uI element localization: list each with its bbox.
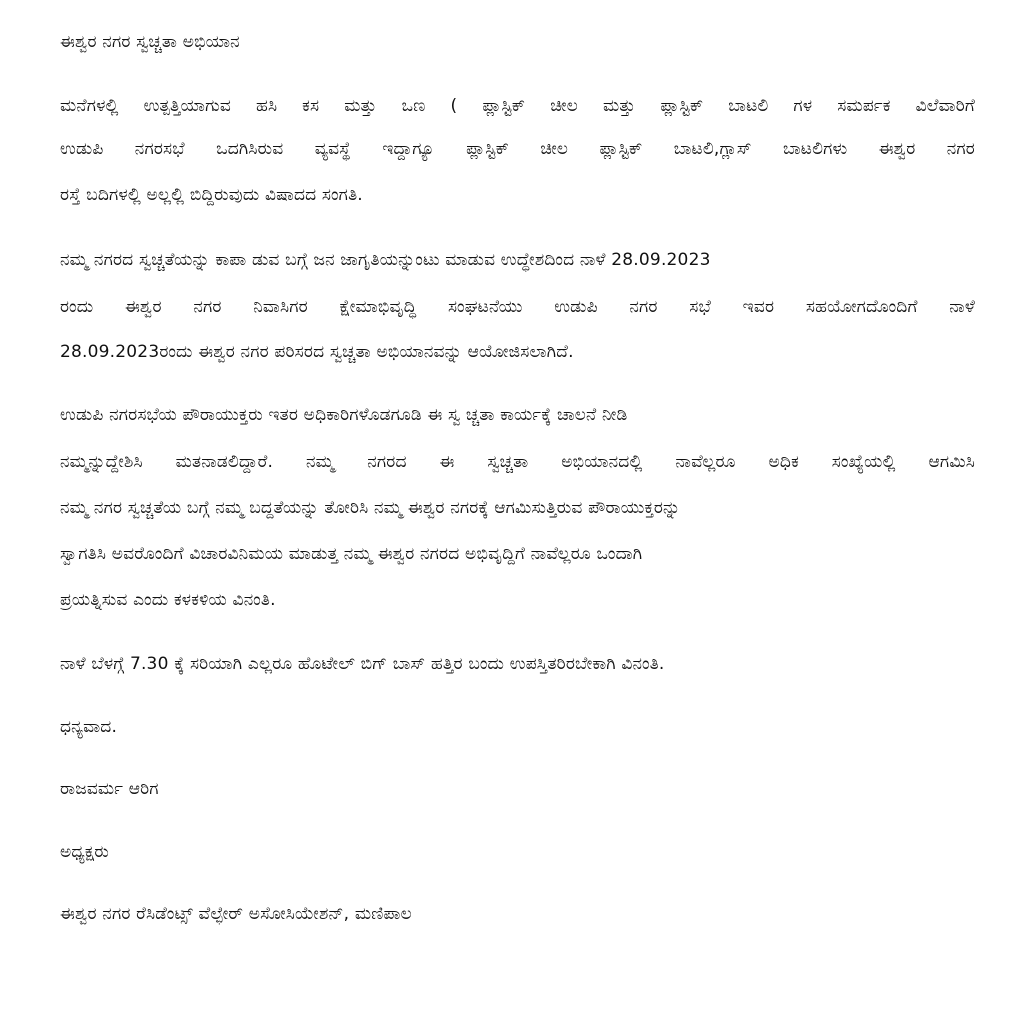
paragraph-4: ನಾಳೆ ಬೆಳಗ್ಗೆ 7.30 ಕ್ಕೆ ಸರಿಯಾಗಿ ಎಲ್ಲರೂ ಹೊಟೇಲ್ ಬಿಗ್ ಬಾಸ್ ಹತ್ತಿರ ಬಂದು ಉಪಸ್ತಿತರಿರಬೇಕಾಗಿ ವಿನಂತಿ. — [60, 654, 665, 674]
paragraph-1-line-1: ಮನೆಗಳಲ್ಲಿ ಉತ್ಪತ್ತಿಯಾಗುವ ಹಸಿ ಕಸ ಮತ್ತು ಒಣ ( ಪ್ಲಾಸ್ಟಿಕ್ ಚೀಲ ಮತ್ತು ಪ್ಲಾಸ್ಟಿಕ್ ಬಾಟಲಿ ಗಳ ಸಮರ್ಪಕ ವಿಲೆವಾರಿಗೆ — [60, 96, 975, 116]
organization-name: ಈಶ್ವರ ನಗರ ರೆಸಿಡೆಂಟ್ಸ್ ವೆಲ್ಫೇರ್ ಅಸೋಸಿಯೇಶನ್, ಮಣಿಪಾಲ — [60, 904, 412, 924]
thanks-text: ಧನ್ಯವಾದ. — [60, 717, 118, 737]
paragraph-2-line-1: ನಮ್ಮ ನಗರದ ಸ್ವಚ್ಚತೆಯನ್ನು ಕಾಪಾ ಡುವ ಬಗ್ಗೆ ಜನ ಜಾಗೃತಿಯನ್ನುಂಟು ಮಾಡುವ ಉದ್ಧೇಶದಿಂದ ನಾಳೆ 28.09.2023 — [60, 250, 711, 270]
paragraph-2-line-3: 28.09.2023ರಂದು ಈಶ್ವರ ನಗರ ಪರಿಸರದ ಸ್ವಚ್ಚತಾ ಅಭಿಯಾನವನ್ನು ಆಯೋಜಿಸಲಾಗಿದೆ. — [60, 342, 574, 362]
paragraph-3-line-4: ಸ್ವಾಗತಿಸಿ ಅವರೊಂದಿಗೆ ವಿಚಾರವಿನಿಮಯ ಮಾಡುತ್ತ ನಮ್ಮ ಈಶ್ವರ ನಗರದ ಅಭಿವೃದ್ದಿಗೆ ನಾವೆಲ್ಲರೂ ಒಂದಾಗಿ — [60, 544, 643, 564]
document-title: ಈಶ್ವರ ನಗರ ಸ್ವಚ್ಚತಾ ಅಭಿಯಾನ — [60, 32, 240, 52]
paragraph-3-line-1: ಉಡುಪಿ ನಗರಸಭೆಯ ಪೌರಾಯುಕ್ತರು ಇತರ ಅಧಿಕಾರಿಗಳೊಡಗೂಡಿ ಈ ಸ್ವ ಚ್ಚತಾ ಕಾರ್ಯಕ್ಕೆ ಚಾಲನೆ ನೀಡಿ — [60, 405, 628, 425]
signatory-title: ಅಧ್ಯಕ್ಷರು — [60, 842, 109, 862]
paragraph-3-line-2: ನಮ್ಮನ್ನುದ್ದೇಶಿಸಿ ಮತನಾಡಲಿದ್ದಾರೆ. ನಮ್ಮ ನಗರದ ಈ ಸ್ವಚ್ಚತಾ ಅಭಿಯಾನದಲ್ಲಿ ನಾವೆಲ್ಲರೂ ಅಧಿಕ ಸಂಖ್ಯೆಯಲ್ಲಿ ಆಗಮಿಸಿ — [60, 452, 975, 472]
paragraph-3-line-5: ಪ್ರಯತ್ನಿಸುವ ಎಂದು ಕಳಕಳಿಯ ವಿನಂತಿ. — [60, 590, 276, 610]
paragraph-1-line-2: ಉಡುಪಿ ನಗರಸಭೆ ಒದಗಿಸಿರುವ ವ್ಯವಸ್ಥೆ ಇದ್ದಾಗ್ಯೂ ಪ್ಲಾಸ್ಟಿಕ್ ಚೀಲ ಪ್ಲಾಸ್ಟಿಕ್ ಬಾಟಲಿ,ಗ್ಲಾಸ್ ಬಾಟಲಿಗಳು ಈಶ್ವರ ನಗರ — [60, 139, 975, 159]
paragraph-1-line-3: ರಸ್ತೆ ಬದಿಗಳಲ್ಲಿ ಅಲ್ಲಲ್ಲಿ ಬಿದ್ದಿರುವುದು ವಿಷಾದದ ಸಂಗತಿ. — [60, 185, 363, 205]
paragraph-3-line-3: ನಮ್ಮ ನಗರ ಸ್ವಚ್ಚತೆಯ ಬಗ್ಗೆ ನಮ್ಮ ಬದ್ದತೆಯನ್ನು ತೋರಿಸಿ ನಮ್ಮ ಈಶ್ವರ ನಗರಕ್ಕೆ ಆಗಮಿಸುತ್ತಿರುವ ಪೌರಾಯುಕ್ತರನ್ನು — [60, 498, 681, 518]
signatory-name: ರಾಜವರ್ಮ ಆರಿಗ — [60, 779, 159, 799]
paragraph-2-line-2: ರಂದು ಈಶ್ವರ ನಗರ ನಿವಾಸಿಗರ ಕ್ಷೇಮಾಭಿವೃದ್ಧಿ ಸಂಘಟನೆಯು ಉಡುಪಿ ನಗರ ಸಭೆ ಇವರ ಸಹಯೋಗದೊಂದಿಗೆ ನಾಳೆ — [60, 297, 975, 317]
